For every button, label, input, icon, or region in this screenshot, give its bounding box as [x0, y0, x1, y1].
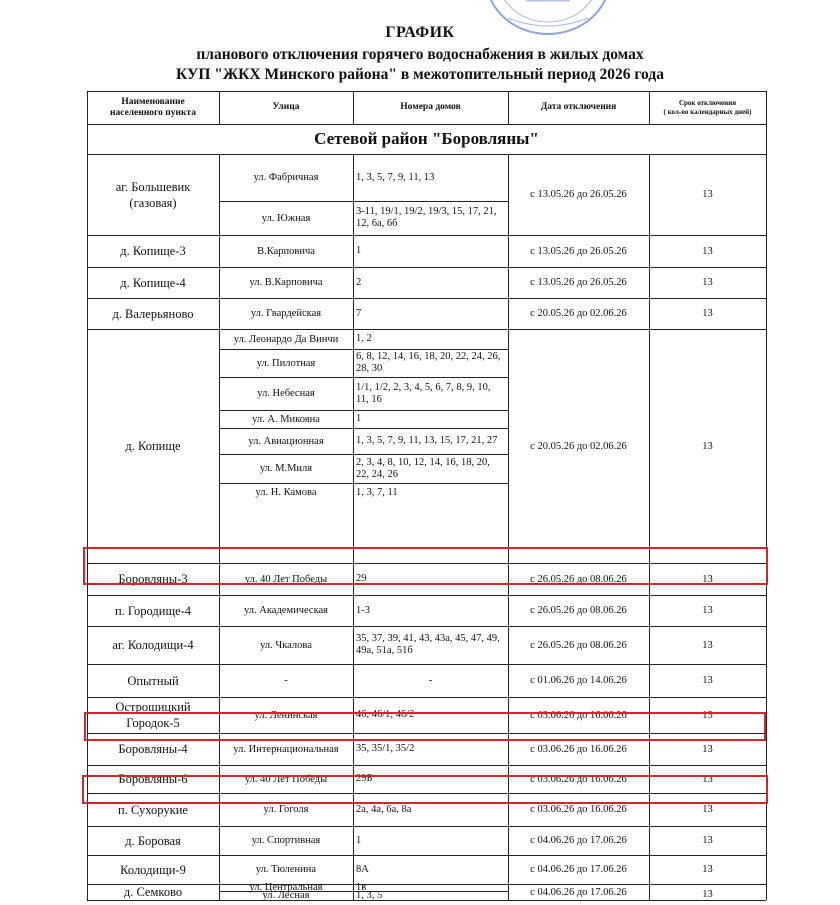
street-name: ул. Гоголя: [263, 804, 309, 815]
document-subtitle-2: КУП "ЖКХ Минского района" в межотопительный период 2026 года: [176, 66, 664, 83]
house-numbers: 29Б: [356, 773, 373, 784]
settlement-name: д. Семково: [123, 885, 183, 899]
street-name: ул. 40 Лет Победы: [244, 573, 328, 585]
house-numbers: 2: [356, 276, 362, 288]
settlement-name: Острошицкий Городок-5: [115, 700, 191, 730]
outage-dates: с 26.05.26 до 08.06.26: [530, 573, 627, 585]
settlement-name: Боровляны-3: [118, 572, 188, 586]
street-name: ул. Н. Камова: [255, 487, 317, 498]
table-rule: [649, 267, 650, 298]
outage-dates: с 03.06.26 до 16.06.26: [530, 773, 627, 785]
house-numbers: 46, 46/1, 46/2: [356, 709, 415, 720]
outage-days: 13: [702, 189, 713, 200]
outage-dates: с 04.06.26 до 17.06.26: [530, 864, 627, 875]
outage-days: 13: [702, 675, 713, 686]
table-rule: [649, 91, 650, 124]
street-name: ул. Чкалова: [260, 639, 312, 651]
table-rule: [508, 855, 509, 884]
header-houses: Номера домов: [400, 102, 461, 112]
outage-days: 13: [702, 277, 713, 288]
street-name: ул. Пилотная: [256, 357, 316, 369]
outage-days: 13: [702, 605, 713, 616]
outage-days: 13: [702, 308, 713, 319]
table-rule: [649, 329, 650, 563]
outage-dates: с 26.05.26 до 08.06.26: [530, 605, 627, 616]
header-street: Улица: [272, 102, 300, 112]
outage-dates: с 13.05.26 до 26.05.26: [530, 189, 627, 200]
street-name: ул. Южная: [261, 212, 311, 224]
table-rule: [649, 298, 650, 329]
settlement-name: Боровляны-4: [118, 742, 188, 756]
outage-dates: с 20.05.26 до 02.06.26: [530, 440, 627, 452]
street-name: ул. А. Микояна: [252, 413, 320, 425]
settlement-name: аг. Большевик (газовая): [115, 179, 191, 210]
highlight-kolodishchi-4: [83, 547, 768, 585]
street-name: ул. Фабричная: [253, 172, 319, 183]
house-numbers: 1в: [356, 881, 367, 893]
street-name: ул. Интернациональная: [233, 743, 339, 755]
table-rule: [508, 826, 509, 855]
outage-days: 13: [702, 804, 713, 815]
table-rule: [87, 900, 766, 901]
table-rule: [649, 664, 650, 697]
house-numbers: 8А: [356, 863, 369, 875]
street-name: ул. Лесная: [262, 890, 310, 901]
outage-dates: с 03.06.26 до 16.06.26: [530, 743, 627, 755]
table-rule: [87, 91, 766, 92]
table-rule: [649, 826, 650, 855]
table-rule: [508, 91, 509, 124]
table-rule: [649, 855, 650, 884]
street-name: ул. Ленинская: [254, 709, 318, 721]
header-term-line2: ( кол-во календарных дней): [663, 107, 752, 116]
outage-dates: с 01.06.26 до 14.06.26: [530, 675, 627, 686]
outage-days: 13: [702, 835, 713, 846]
table-rule: [508, 298, 509, 329]
outage-dates: с 03.06.26 до 16.06.26: [530, 709, 627, 721]
table-rule: [508, 595, 509, 626]
street-name: ул. Тюленина: [255, 864, 317, 875]
outage-days: 13: [702, 639, 713, 651]
street-name: ул. В.Карповича: [249, 277, 323, 288]
outage-days: 13: [702, 440, 713, 452]
table-rule: [508, 664, 509, 697]
table-rule: [219, 91, 220, 124]
house-numbers: 1: [356, 245, 362, 256]
outage-days: 13: [702, 573, 713, 585]
outage-dates: с 13.05.26 до 26.05.26: [530, 245, 627, 257]
settlement-name: Колодищи-9: [120, 862, 186, 877]
table-rule: [353, 91, 354, 124]
house-numbers: 1, 2: [356, 333, 372, 344]
house-numbers: 1, 3, 7, 11: [356, 486, 398, 498]
house-numbers: 1: [356, 834, 362, 846]
house-numbers: 1, 3, 5, 7, 9, 11, 13: [356, 171, 435, 183]
street-name: ул. Авиационная: [248, 435, 324, 447]
outage-dates: с 04.06.26 до 17.06.26: [530, 835, 627, 846]
settlement-name: д. Копище: [125, 439, 181, 453]
street-name: ул. 40 Лет Победы: [244, 773, 328, 785]
street-name: ул. Леонардо Да Винчи: [233, 333, 339, 345]
header-term: [649, 91, 766, 124]
table-rule: [508, 235, 509, 267]
house-numbers: 1-3: [356, 604, 370, 616]
street-name: ул. Гвардейская: [250, 308, 322, 319]
table-rule: [649, 235, 650, 267]
house-numbers: 7: [356, 307, 362, 319]
table-rule: [649, 595, 650, 626]
document-subtitle-1: планового отключения горячего водоснабжения в жилых домах: [196, 46, 644, 63]
house-numbers: 35, 35/1, 35/2: [356, 743, 415, 754]
table-rule: [649, 626, 650, 664]
street-name: ул. Небесная: [257, 388, 315, 399]
table-rule: [508, 329, 509, 563]
house-numbers: 1, 3, 5, 7, 9, 11, 13, 15, 17, 21, 27: [356, 435, 498, 446]
outage-dates: с 13.05.26 до 26.05.26: [530, 277, 627, 288]
outage-dates: с 03.06.26 до 16.06.26: [530, 804, 627, 815]
table-rule: [508, 267, 509, 298]
table-rule: [87, 124, 766, 125]
outage-dates: с 20.05.26 до 02.06.26: [530, 308, 627, 319]
table-rule: [649, 884, 650, 900]
house-numbers: -: [428, 674, 433, 686]
settlement-name: д. Валерьяново: [112, 306, 194, 321]
settlement-name: п. Городище-4: [114, 603, 192, 618]
outage-days: 13: [702, 864, 713, 875]
header-date: Дата отключения: [540, 102, 617, 112]
table-rule: [649, 154, 650, 235]
outage-dates: с 04.06.26 до 17.06.26: [530, 886, 627, 898]
street-name: ул. Центральная: [249, 882, 323, 893]
street-name: ул. Академическая: [243, 605, 329, 616]
street-name: В.Карповича: [257, 245, 315, 257]
header-term-line1: Срок отключения: [678, 98, 737, 107]
table-rule: [508, 626, 509, 664]
house-numbers: 6, 8, 12, 14, 16, 18, 20, 22, 24, 26, 28, 30: [356, 351, 501, 374]
settlement-name: Боровляны-6: [118, 772, 188, 786]
document-title: ГРАФИК: [385, 24, 455, 41]
settlement-name: аг. Колодищи-4: [112, 638, 194, 652]
house-numbers: 1: [356, 413, 362, 424]
district-row: Сетевой район "Боровляны": [314, 129, 539, 148]
house-numbers: 2, 3, 4, 8, 10, 12, 14, 16, 18, 20, 22, 24, 26: [356, 456, 490, 480]
house-numbers: 3-11, 19/1, 19/2, 19/3, 15, 17, 21, 12, 6а, 6б: [356, 206, 497, 229]
outage-days: 13: [702, 743, 713, 755]
settlement-name: д. Копище-3: [120, 244, 186, 258]
settlement-name: д. Копище-4: [120, 275, 186, 290]
street-name: -: [284, 675, 288, 686]
highlight-sukhorukie: [84, 712, 766, 741]
outage-dates: с 26.05.26 до 08.06.26: [530, 639, 627, 651]
house-numbers: 1/1, 1/2, 2, 3, 4, 5, 6, 7, 8, 9, 10, 11, 16: [356, 381, 491, 405]
header-settlement: Наименование населенного пункта: [110, 96, 196, 118]
table-rule: [508, 154, 509, 235]
house-numbers: 29: [356, 573, 367, 584]
house-numbers: 35, 37, 39, 41, 43, 43а, 45, 47, 49, 49а, 51а, 51б: [356, 633, 500, 656]
table-rule: [508, 884, 509, 900]
house-numbers: 1, 3, 5: [356, 889, 383, 901]
settlement-name: Опытный: [127, 673, 179, 688]
highlight-kolodishchi-9: [82, 775, 768, 804]
outage-days: 13: [702, 773, 713, 785]
street-name: ул. М.Миля: [259, 463, 313, 474]
outage-days: 13: [702, 709, 713, 721]
settlement-name: п. Сухорукие: [118, 802, 188, 817]
house-numbers: 2а, 4а, 6а, 8а: [356, 803, 412, 815]
outage-days: 13: [702, 245, 713, 257]
settlement-name: д. Боровая: [125, 833, 181, 848]
street-name: ул. Спортивная: [251, 835, 321, 846]
outage-days: 13: [702, 889, 713, 900]
